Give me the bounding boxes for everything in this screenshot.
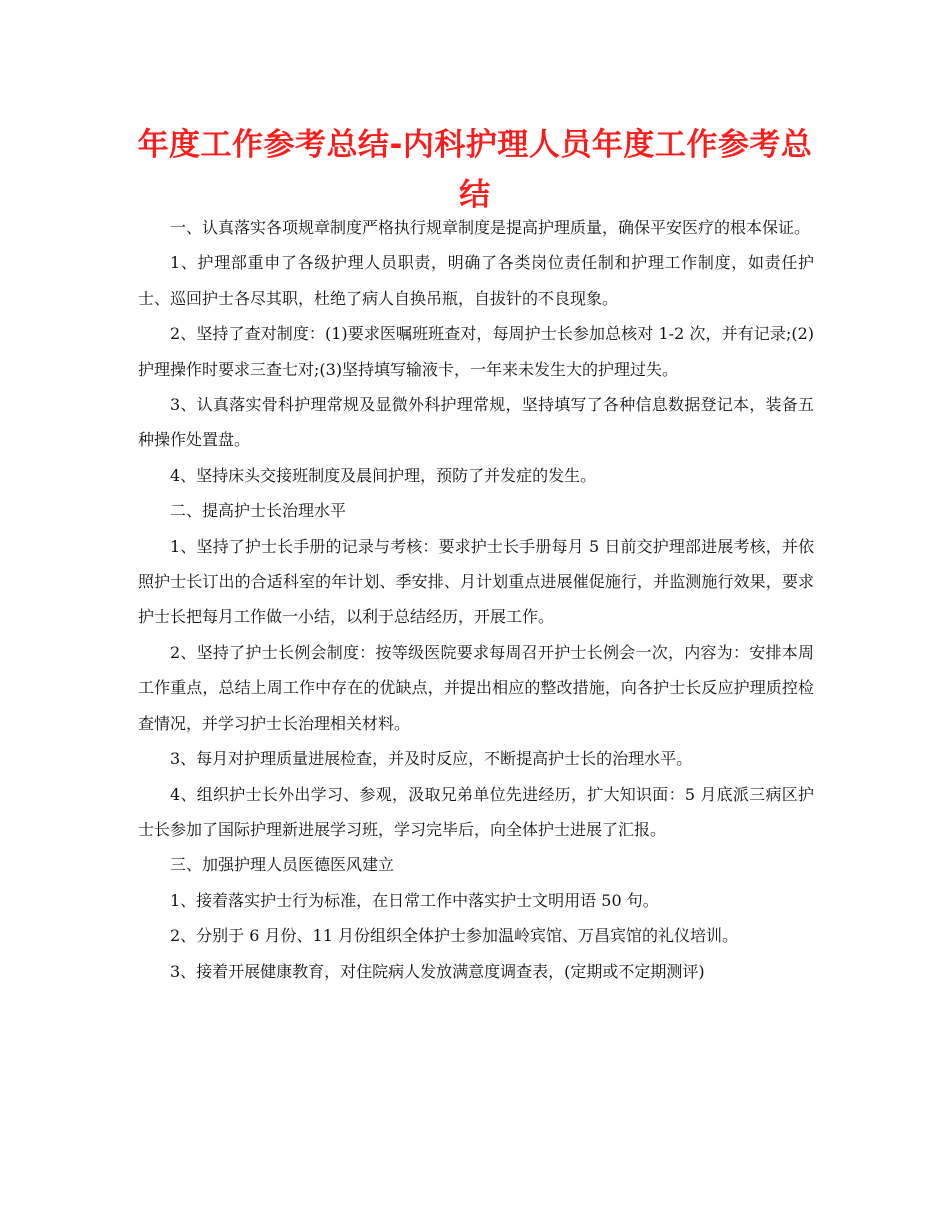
paragraph-8: 2、坚持了护士长例会制度：按等级医院要求每周召开护士长例会一次，内容为：安排本周工作重点，总结上周工作中存在的优缺点，并提出相应的整改措施，向各护士长反应护理质控检查情况，并学习护士长治理相关材料。: [138, 642, 814, 733]
paragraph-10: 4、组织护士长外出学习、参观，汲取兄弟单位先进经历，扩大知识面：5 月底派三病区护士长参加了国际护理新进展学习班，学习完毕后，向全体护士进展了汇报。: [138, 784, 814, 839]
paragraph-2: 1、护理部重申了各级护理人员职责，明确了各类岗位责任制和护理工作制度，如责任护士、巡回护士各尽其职，杜绝了病人自换吊瓶，自拔针的不良现象。: [138, 253, 814, 308]
paragraph-1: 一、认真落实各项规章制度严格执行规章制度是提高护理质量，确保平安医疗的根本保证。: [170, 218, 811, 237]
paragraph-4: 3、认真落实骨科护理常规及显微外科护理常规，坚持填写了各种信息数据登记本，装备五种操作处置盘。: [138, 395, 814, 450]
section-heading-2: 二、提高护士长治理水平: [170, 501, 347, 521]
paragraph-13: 2、分别于 6 月份、11 月份组织全体护士参加温岭宾馆、万昌宾馆的礼仪培训。: [170, 926, 738, 946]
paragraph-7: 1、坚持了护士长手册的记录与考核：要求护士长手册每月 5 日前交护理部进展考核，并依照护士长订出的合适科室的年计划、季安排、月计划重点进展催促施行，并监测施行效果，要求护士长把每月工作做一小结，以利于总结经历，开展工作。: [138, 536, 814, 627]
section-heading-3: 三、加强护理人员医德医风建立: [170, 855, 395, 875]
paragraph-14: 3、接着开展健康教育，对住院病人发放满意度调查表，(定期或不定期测评): [170, 961, 705, 981]
paragraph-9: 3、每月对护理质量进展检查，并及时反应，不断提高护士长的治理水平。: [170, 749, 693, 769]
paragraph-12: 1、接着落实护士行为标准，在日常工作中落实护士文明用语 50 句。: [170, 890, 659, 910]
paragraph-3: 2、坚持了查对制度：(1)要求医嘱班班查对，每周护士长参加总核对 1-2 次，并有记录;(2)护理操作时要求三查七对;(3)坚持填写输液卡，一年来未发生大的护理过失。: [138, 324, 814, 379]
document-title: 年度工作参考总结-内科护理人员年度工作参考总结: [137, 127, 813, 213]
document-body: [138, 210, 814, 989]
paragraph-5: 4、坚持床头交接班制度及晨间护理，预防了并发症的发生。: [170, 465, 597, 485]
